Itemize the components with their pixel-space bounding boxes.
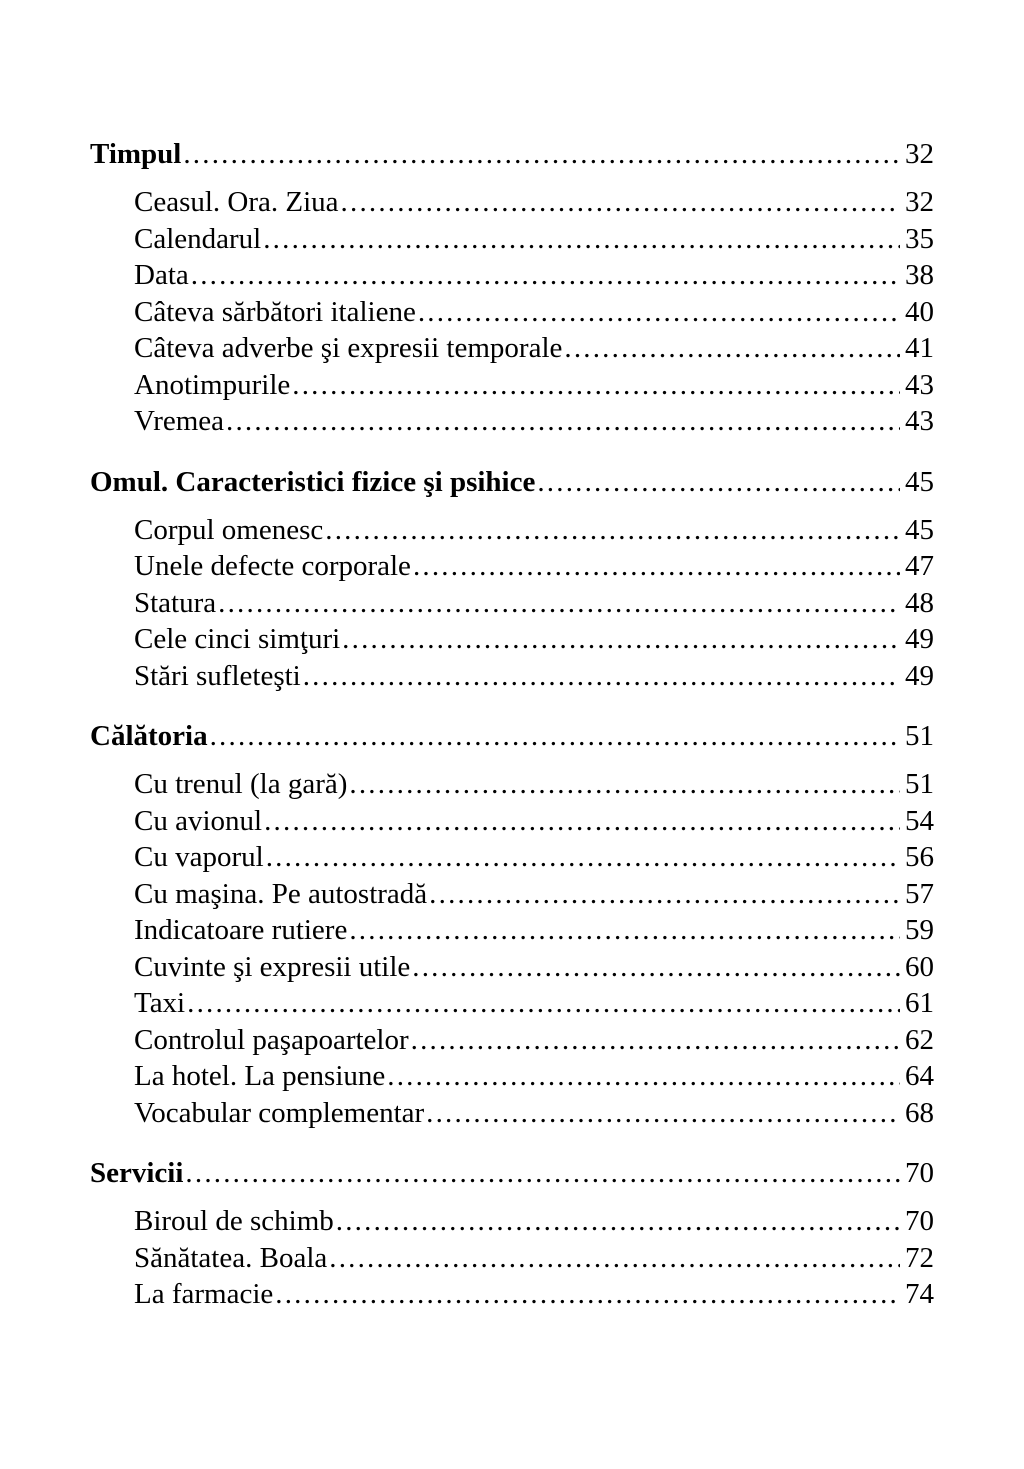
page-number: 70 [905, 1157, 934, 1189]
toc-entry[interactable] [90, 876, 934, 913]
toc-entry[interactable] [90, 1276, 934, 1313]
dot-leader [429, 876, 900, 913]
page-number: 38 [905, 259, 934, 291]
page-number: 74 [905, 1278, 934, 1310]
toc-entry[interactable] [90, 839, 934, 876]
dot-leader [275, 1276, 900, 1313]
page-number: 43 [905, 405, 934, 437]
page-number: 49 [905, 659, 934, 692]
toc-entry-title: La hotel. La pensiune [134, 1060, 386, 1092]
toc-entry-title: Câteva sărbători italiene [134, 295, 416, 328]
toc-entry[interactable] [90, 658, 934, 695]
toc-entry[interactable] [90, 367, 934, 404]
dot-leader [303, 658, 900, 695]
toc-entry[interactable] [90, 585, 934, 622]
toc-entry-title: Statura [134, 586, 217, 619]
toc-entry-title: Stări sufleteşti [134, 659, 301, 692]
page-number: 68 [905, 1096, 934, 1129]
dot-leader [341, 184, 900, 221]
toc-entry-title: Indicatoare rutiere [134, 914, 348, 946]
page-number: 61 [905, 987, 934, 1019]
dot-leader [187, 985, 900, 1022]
toc-entry[interactable] [90, 330, 934, 367]
toc-chapter-title: Călătoria [90, 720, 208, 752]
toc-entry[interactable] [90, 621, 934, 658]
toc-entry-title: Cuvinte şi expresii utile [134, 950, 411, 983]
page-number: 32 [905, 186, 934, 218]
toc-entry-title: Biroul de schimb [134, 1205, 334, 1237]
page-number: 40 [905, 295, 934, 328]
page-number: 72 [905, 1241, 934, 1274]
dot-leader [183, 134, 900, 174]
toc-entry[interactable] [90, 949, 934, 986]
dot-leader [413, 548, 900, 585]
toc-section [90, 134, 934, 440]
toc-chapter-title: Timpul [90, 138, 182, 170]
toc-entry[interactable] [90, 294, 934, 331]
toc-entry-title: Unele defecte corporale [134, 550, 411, 582]
toc-entry-title: Corpul omenesc [134, 513, 324, 546]
toc-entry-title: Controlul paşapoartelor [134, 1023, 409, 1056]
page-number: 60 [905, 950, 934, 983]
toc-chapter[interactable] [90, 134, 934, 174]
dot-leader [349, 766, 900, 803]
toc-entry[interactable] [90, 403, 934, 440]
dot-leader [210, 716, 900, 756]
toc-entry-title: Cu avionul [134, 804, 263, 837]
dot-leader [342, 621, 900, 658]
dot-leader [218, 585, 900, 622]
page-number: 41 [905, 332, 934, 364]
toc-chapter[interactable] [90, 462, 934, 502]
dot-leader [264, 803, 900, 840]
page-number: 49 [905, 623, 934, 655]
dot-leader [411, 1022, 900, 1059]
toc-entry-title: Cu vaporul [134, 841, 264, 873]
page-number: 56 [905, 841, 934, 873]
page-number: 48 [905, 586, 934, 619]
toc-entry-title: Cu trenul (la gară) [134, 768, 348, 800]
toc-chapter-title: Servicii [90, 1157, 184, 1189]
dot-leader [564, 330, 900, 367]
dot-leader [325, 512, 900, 549]
dot-leader [426, 1095, 900, 1132]
dot-leader [191, 257, 900, 294]
table-of-contents [90, 134, 934, 1335]
page-number: 35 [905, 222, 934, 255]
toc-entry-title: Vocabular complementar [134, 1096, 425, 1129]
toc-entry-title: Calendarul [134, 222, 262, 255]
toc-entry[interactable] [90, 985, 934, 1022]
page-number: 47 [905, 550, 934, 582]
toc-entry[interactable] [90, 1240, 934, 1277]
dot-leader [226, 403, 900, 440]
dot-leader [266, 839, 900, 876]
page-number: 62 [905, 1023, 934, 1056]
toc-entry[interactable] [90, 1022, 934, 1059]
page-number: 59 [905, 914, 934, 946]
dot-leader [537, 462, 900, 502]
page-number: 45 [905, 465, 934, 498]
toc-entry-title: Anotimpurile [134, 368, 291, 401]
page-number: 51 [905, 768, 934, 800]
page-number: 57 [905, 877, 934, 910]
dot-leader [336, 1203, 900, 1240]
toc-entry-title: Cele cinci simţuri [134, 623, 341, 655]
toc-entry[interactable] [90, 1095, 934, 1132]
toc-chapter-title: Omul. Caracteristici fizice şi psihice [90, 465, 536, 498]
page-number: 51 [905, 720, 934, 752]
dot-leader [185, 1153, 900, 1193]
page-number: 54 [905, 804, 934, 837]
toc-entry-title: Taxi [134, 987, 186, 1019]
dot-leader [412, 949, 900, 986]
page-number: 32 [905, 138, 934, 170]
page-number: 64 [905, 1060, 934, 1092]
dot-leader [329, 1240, 900, 1277]
toc-entry[interactable] [90, 912, 934, 949]
dot-leader [418, 294, 900, 331]
toc-entry-title: Cu maşina. Pe autostradă [134, 877, 428, 910]
toc-entry-title: Vremea [134, 405, 225, 437]
toc-entry[interactable] [90, 184, 934, 221]
toc-entry-title: La farmacie [134, 1278, 274, 1310]
toc-section [90, 462, 934, 695]
dot-leader [263, 221, 900, 258]
toc-entry[interactable] [90, 803, 934, 840]
toc-entry[interactable] [90, 1058, 934, 1095]
toc-entry-title: Ceasul. Ora. Ziua [134, 186, 339, 218]
toc-entry-title: Câteva adverbe şi expresii temporale [134, 332, 563, 364]
toc-entry[interactable] [90, 257, 934, 294]
toc-entry[interactable] [90, 548, 934, 585]
toc-section [90, 716, 934, 1131]
toc-entry[interactable] [90, 221, 934, 258]
toc-chapter[interactable] [90, 716, 934, 756]
page-number: 45 [905, 513, 934, 546]
toc-entry[interactable] [90, 512, 934, 549]
toc-entry-title: Sănătatea. Boala [134, 1241, 328, 1274]
dot-leader [387, 1058, 900, 1095]
toc-entry-title: Data [134, 259, 189, 291]
dot-leader [349, 912, 900, 949]
toc-entry[interactable] [90, 1203, 934, 1240]
page-number: 70 [905, 1205, 934, 1237]
page-number: 43 [905, 368, 934, 401]
dot-leader [292, 367, 900, 404]
toc-chapter[interactable] [90, 1153, 934, 1193]
toc-section [90, 1153, 934, 1313]
toc-entry[interactable] [90, 766, 934, 803]
